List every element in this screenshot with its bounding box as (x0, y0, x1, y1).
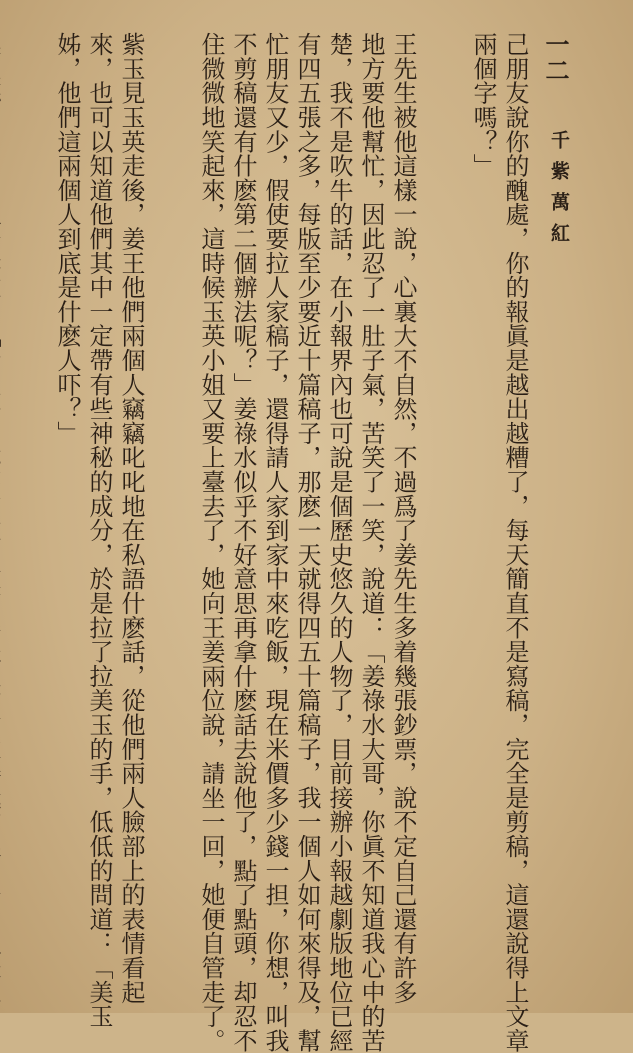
text-column: 不剪稿還有什麽第二個辦法呢？」姜祿水似乎不好意思再拿什麽話去說他了，點了點頭，却忍不 (229, 32, 257, 1053)
text-column: 王先生被他這樣一說，心裏大不自然，不過爲了姜先生多着幾張鈔票，說不定自己還有許多 (389, 32, 417, 1004)
text-column: 楚，我不是吹牛的話，在小報界內也可說是個歷史悠久的人物了，目前接辦小報越劇版地位已經 (325, 32, 353, 1053)
body-text (31, 32, 531, 1053)
text-column: 姊，他們這兩個人到底是什麽人吓？」 (53, 32, 81, 446)
text-column: 紫玉見玉英走後，姜王他們兩個人竊竊叱叱地在私語什麽話，從他們兩人臉部上的表情看起 (117, 32, 145, 1004)
text-column: 兩個字嗎？」 (469, 32, 497, 178)
text-column: 住微微地笑起來，這時候玉英小姐又要上臺去了，她向王姜兩位說，請坐一回，她便自管走了。 (197, 32, 225, 1053)
text-column: 來，也可以知道他們其中一定帶有些神秘的成分，於是拉了拉美玉的手，低低的問道：「美玉 (85, 32, 113, 1029)
text-column: 地方要他幫忙，因此忍了一肚子氣，苦笑了一笑，說道：「姜祿水大哥，你眞不知道我心中的苦 (357, 32, 385, 1053)
text-column (0, 32, 51, 982)
running-title: 千紫萬紅 (548, 130, 570, 254)
page-number: 一二 (541, 32, 570, 84)
text-column: 忙朋友又少，假使要拉人家稿子，還得請人家到家中來吃飯，現在米價多少錢一担，你想，叫我 (261, 32, 289, 1053)
text-column: 己朋友說你的醜處，你的報眞是越出越糟了，每天簡直不是寫稿，完全是剪稿，這還說得上文章 (501, 32, 529, 1053)
text-column: 有四五張之多，每版至少要近十篇稿子，那麽一天就得四五十篇稿子，我一個人如何來得及，幫 (293, 32, 321, 1053)
